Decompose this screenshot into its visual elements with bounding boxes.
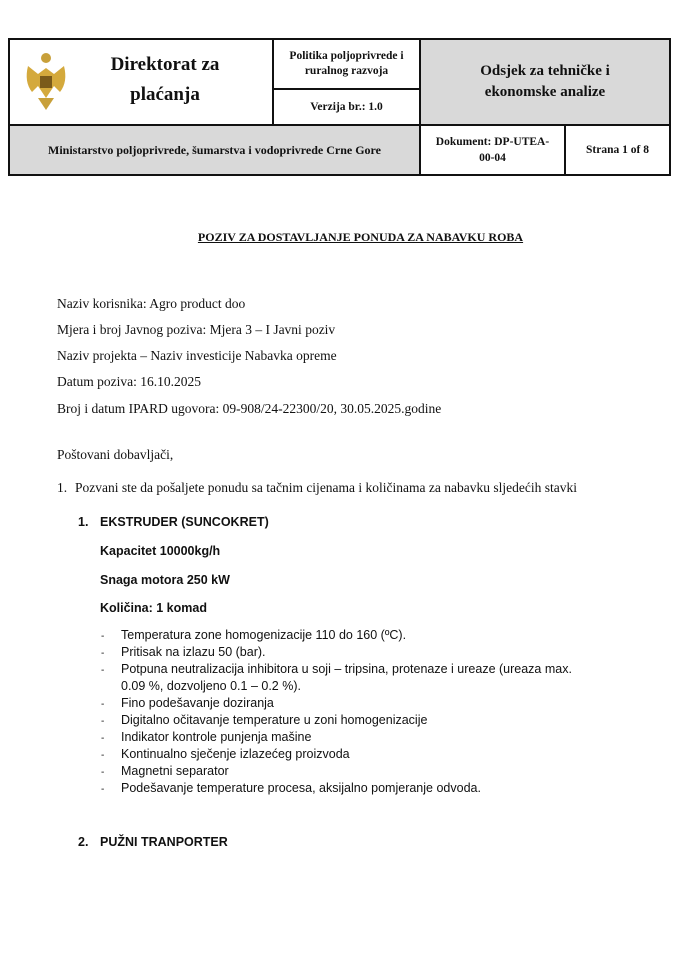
document-header-table bbox=[8, 38, 671, 176]
item1-name: EKSTRUDER (SUNCOKRET) bbox=[100, 515, 269, 529]
greeting: Poštovani dobavljači, bbox=[57, 447, 174, 462]
version-cell: Verzija br.: 1.0 bbox=[310, 101, 383, 113]
item1-number: 1. bbox=[78, 515, 89, 529]
item1-capacity: Kapacitet 10000kg/h bbox=[100, 544, 221, 558]
document-id-cell: Dokument: DP-UTEA-00-04 bbox=[435, 136, 550, 164]
department-cell: Odsjek za tehničke i ekonomske analize bbox=[421, 40, 669, 124]
call-date: Datum poziva: 16.10.2025 bbox=[57, 374, 201, 389]
spec-bullet: Potpuna neutralizacija inhibitora u soji – tripsina, protenaze i ureaze (ureaza max. bbox=[121, 662, 572, 676]
intro-number: 1. bbox=[57, 480, 68, 495]
intro-text: Pozvani ste da pošaljete ponudu sa tačnim cijenama i količinama za nabavku sljedećih stavki bbox=[75, 480, 577, 495]
item1-power: Snaga motora 250 kW bbox=[100, 573, 230, 587]
beneficiary-name: Naziv korisnika: Agro product doo bbox=[57, 296, 246, 311]
item1-quantity: Količina: 1 komad bbox=[100, 601, 207, 615]
spec-bullet: Kontinualno sječenje izlazećeg proizvoda bbox=[121, 747, 350, 761]
spec-bullet-continuation: 0.09 %, dozvoljeno 0.1 – 0.2 %). bbox=[121, 679, 301, 693]
spec-bullet: Temperatura zone homogenizacije 110 do 160 (ºC). bbox=[121, 628, 407, 642]
page-number-cell: Strana 1 of 8 bbox=[586, 144, 649, 156]
policy-cell: Politika poljoprivrede i ruralnog razvoja bbox=[289, 50, 404, 77]
coat-of-arms-icon bbox=[24, 52, 68, 112]
project-name: Naziv projekta – Naziv investicije Nabavka opreme bbox=[57, 348, 337, 363]
item2-name: PUŽNI TRANPORTER bbox=[100, 835, 228, 849]
spec-bullet: Indikator kontrole punjenja mašine bbox=[121, 730, 312, 744]
spec-bullet: Pritisak na izlazu 50 (bar). bbox=[121, 645, 266, 659]
spec-bullet: Digitalno očitavanje temperature u zoni homogenizacije bbox=[121, 713, 428, 727]
org-title: Direktorat za plaćanja bbox=[110, 54, 220, 105]
document-title: POZIV ZA DOSTAVLJANJE PONUDA ZA NABAVKU ROBA bbox=[197, 230, 524, 244]
item2-number: 2. bbox=[78, 835, 89, 849]
measure-call: Mjera i broj Javnog poziva: Mjera 3 – I Javni poziv bbox=[57, 322, 336, 337]
ipard-contract: Broj i datum IPARD ugovora: 09-908/24-22300/20, 30.05.2025.godine bbox=[57, 401, 442, 416]
spec-bullet: Magnetni separator bbox=[121, 764, 229, 778]
ministry-cell: Ministarstvo poljoprivrede, šumarstva i vodoprivrede Crne Gore bbox=[10, 126, 419, 174]
spec-bullet: Fino podešavanje doziranja bbox=[121, 696, 274, 710]
spec-bullet: Podešavanje temperature procesa, aksijalno pomjeranje odvoda. bbox=[121, 781, 481, 795]
org-cell bbox=[10, 40, 272, 124]
